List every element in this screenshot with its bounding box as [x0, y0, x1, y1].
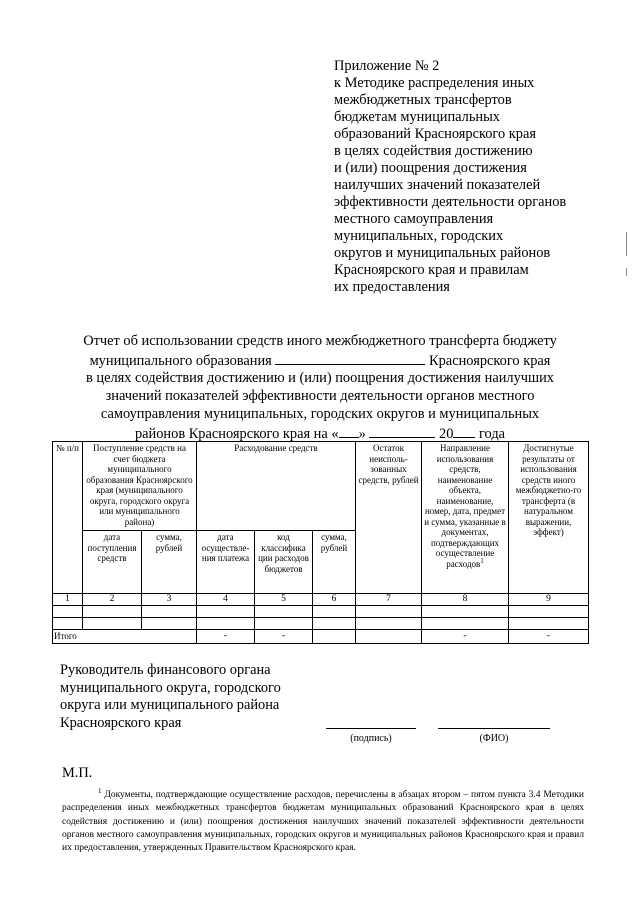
- day-blank[interactable]: [339, 424, 359, 438]
- table-row: [53, 606, 589, 618]
- header-expense-date: дата осуществле-ния платежа: [197, 531, 255, 594]
- table-cell[interactable]: [356, 618, 422, 630]
- signature-field[interactable]: [326, 728, 416, 729]
- table-cell[interactable]: [83, 606, 142, 618]
- footnote: [62, 786, 584, 855]
- table-cell[interactable]: [313, 618, 356, 630]
- table-cell[interactable]: [356, 630, 422, 644]
- total-dash: -: [422, 630, 509, 644]
- appendix-line: округов и муниципальных районов: [334, 245, 551, 261]
- appendix-line: и (или) поощрения достижения: [334, 160, 527, 176]
- table-cell[interactable]: [255, 618, 313, 630]
- scan-edge-mark: [626, 232, 627, 256]
- total-label: Итого: [53, 630, 197, 644]
- signatory-line: Руководитель финансового органа: [60, 662, 271, 678]
- column-number-row: [53, 594, 589, 606]
- header-receipt: Поступление средств на счет бюджета муниципального образования Красноярского края (муниципального округа, городского округа или муниципального района): [83, 442, 197, 531]
- header-expense-code: код классифика ции расходов бюджетов: [255, 531, 313, 594]
- total-dash: -: [197, 630, 255, 644]
- scan-edge-mark: [626, 268, 627, 276]
- table-cell[interactable]: [197, 606, 255, 618]
- title-line: в целях содействия достижению и (или) поощрения достижения наилучших: [85, 370, 555, 387]
- title-text: муниципального образования: [89, 352, 272, 369]
- appendix-line: образований Красноярского края: [334, 126, 536, 142]
- header-direction-text: Направление использования средств, наименование объекта, наименование, номер, дата, предмет и сумма, указанные в документах, подтверждающих осуществление расходов: [424, 443, 506, 569]
- table-row: [53, 618, 589, 630]
- column-number: 5: [255, 594, 313, 606]
- header-receipt-date: дата поступления средств: [83, 531, 142, 594]
- header-expense: Расходование средств: [197, 442, 356, 531]
- footnote-text: [62, 786, 584, 855]
- footnote-ref: 1: [480, 556, 484, 565]
- table-cell[interactable]: [142, 618, 197, 630]
- title-text: года: [479, 425, 506, 442]
- header-receipt-sum: сумма, рублей: [142, 531, 197, 594]
- table-header-row: [53, 442, 589, 531]
- appendix-line: их предоставления: [334, 279, 450, 295]
- table-cell[interactable]: [509, 618, 589, 630]
- table-cell[interactable]: [356, 606, 422, 618]
- appendix-line: наилучших значений показателей: [334, 177, 541, 193]
- appendix-line: Красноярского края и правилам: [334, 262, 529, 278]
- fio-field[interactable]: [438, 728, 550, 729]
- stamp-place-label: М.П.: [62, 765, 93, 781]
- header-direction: [422, 442, 509, 594]
- table-cell[interactable]: [197, 618, 255, 630]
- signatory-block: [60, 662, 320, 732]
- table-cell[interactable]: [422, 618, 509, 630]
- footnote-marker: 1: [98, 786, 102, 795]
- appendix-line: местного самоуправления: [334, 211, 494, 227]
- title-text: Красноярского края: [429, 352, 551, 369]
- report-title: [40, 333, 600, 443]
- appendix-line: в целях содействия достижению: [334, 143, 533, 159]
- appendix-line: муниципальных, городских: [334, 228, 504, 244]
- municipality-blank[interactable]: [275, 351, 425, 365]
- column-number: 1: [53, 594, 83, 606]
- signature-label: (подпись): [350, 733, 392, 744]
- total-row: [53, 630, 589, 644]
- column-number: 2: [83, 594, 142, 606]
- title-line: самоуправления муниципальных, городских округов и муниципальных: [100, 405, 540, 422]
- year-blank[interactable]: [453, 424, 475, 438]
- appendix-line: эффективности деятельности органов: [334, 194, 567, 210]
- column-number: 3: [142, 594, 197, 606]
- table-cell[interactable]: [509, 606, 589, 618]
- column-number: 9: [509, 594, 589, 606]
- footnote-body: Документы, подтверждающие осуществление расходов, перечислены в абзацах втором – пятом пункта 3.4 Методики распределения иных межбюджетных трансфертов бюджетам муниципальных образований Красноярского края в целях содействия достижению и (или) поощрения достижения наилучших значений показателей эффективности деятельности органов местного самоуправления муниципальных, городских округов и муниципальных районов Красноярского края и правил их предоставления, утвержденных Правительством Красноярского края.: [62, 790, 584, 854]
- signatory-line: округа или муниципального района: [60, 697, 280, 713]
- table-cell[interactable]: [313, 630, 356, 644]
- title-line: [40, 351, 600, 371]
- title-text: районов Красноярского края на «: [134, 425, 339, 442]
- month-blank[interactable]: [369, 424, 435, 438]
- header-balance: Остаток неисполь-зованных средств, рублей: [356, 442, 422, 594]
- header-num: № п/п: [53, 442, 83, 594]
- table-cell[interactable]: [142, 606, 197, 618]
- signatory-line: муниципального округа, городского: [60, 679, 281, 696]
- appendix-line: Приложение № 2: [334, 58, 440, 74]
- column-number: 4: [197, 594, 255, 606]
- report-table: [52, 441, 589, 644]
- appendix-line: к Методике распределения иных: [334, 75, 535, 91]
- title-line: Отчет об использовании средств иного межбюджетного трансферта бюджету: [83, 333, 557, 349]
- header-results: Достигнутые результаты от использования средств иного межбюджетно-го трансферта (в натуральном выражении, эффект): [509, 442, 589, 594]
- appendix-line: межбюджетных трансфертов: [334, 92, 512, 108]
- total-dash: -: [255, 630, 313, 644]
- signatory-line: Красноярского края: [60, 714, 182, 731]
- table-cell[interactable]: [53, 618, 83, 630]
- fio-label: (ФИО): [479, 733, 509, 744]
- table-cell[interactable]: [83, 618, 142, 630]
- title-text: »: [358, 425, 366, 442]
- year-prefix: 20: [439, 425, 454, 442]
- table-cell[interactable]: [422, 606, 509, 618]
- column-number: 6: [313, 594, 356, 606]
- table-cell[interactable]: [313, 606, 356, 618]
- title-line: значений показателей эффективности деятельности органов местного: [105, 388, 535, 405]
- column-number: 8: [422, 594, 509, 606]
- total-dash: -: [509, 630, 589, 644]
- appendix-line: бюджетам муниципальных: [334, 109, 500, 125]
- column-number: 7: [356, 594, 422, 606]
- appendix-header: [334, 58, 614, 296]
- header-expense-sum: сумма, рублей: [313, 531, 356, 594]
- table-cell[interactable]: [255, 606, 313, 618]
- table-cell[interactable]: [53, 606, 83, 618]
